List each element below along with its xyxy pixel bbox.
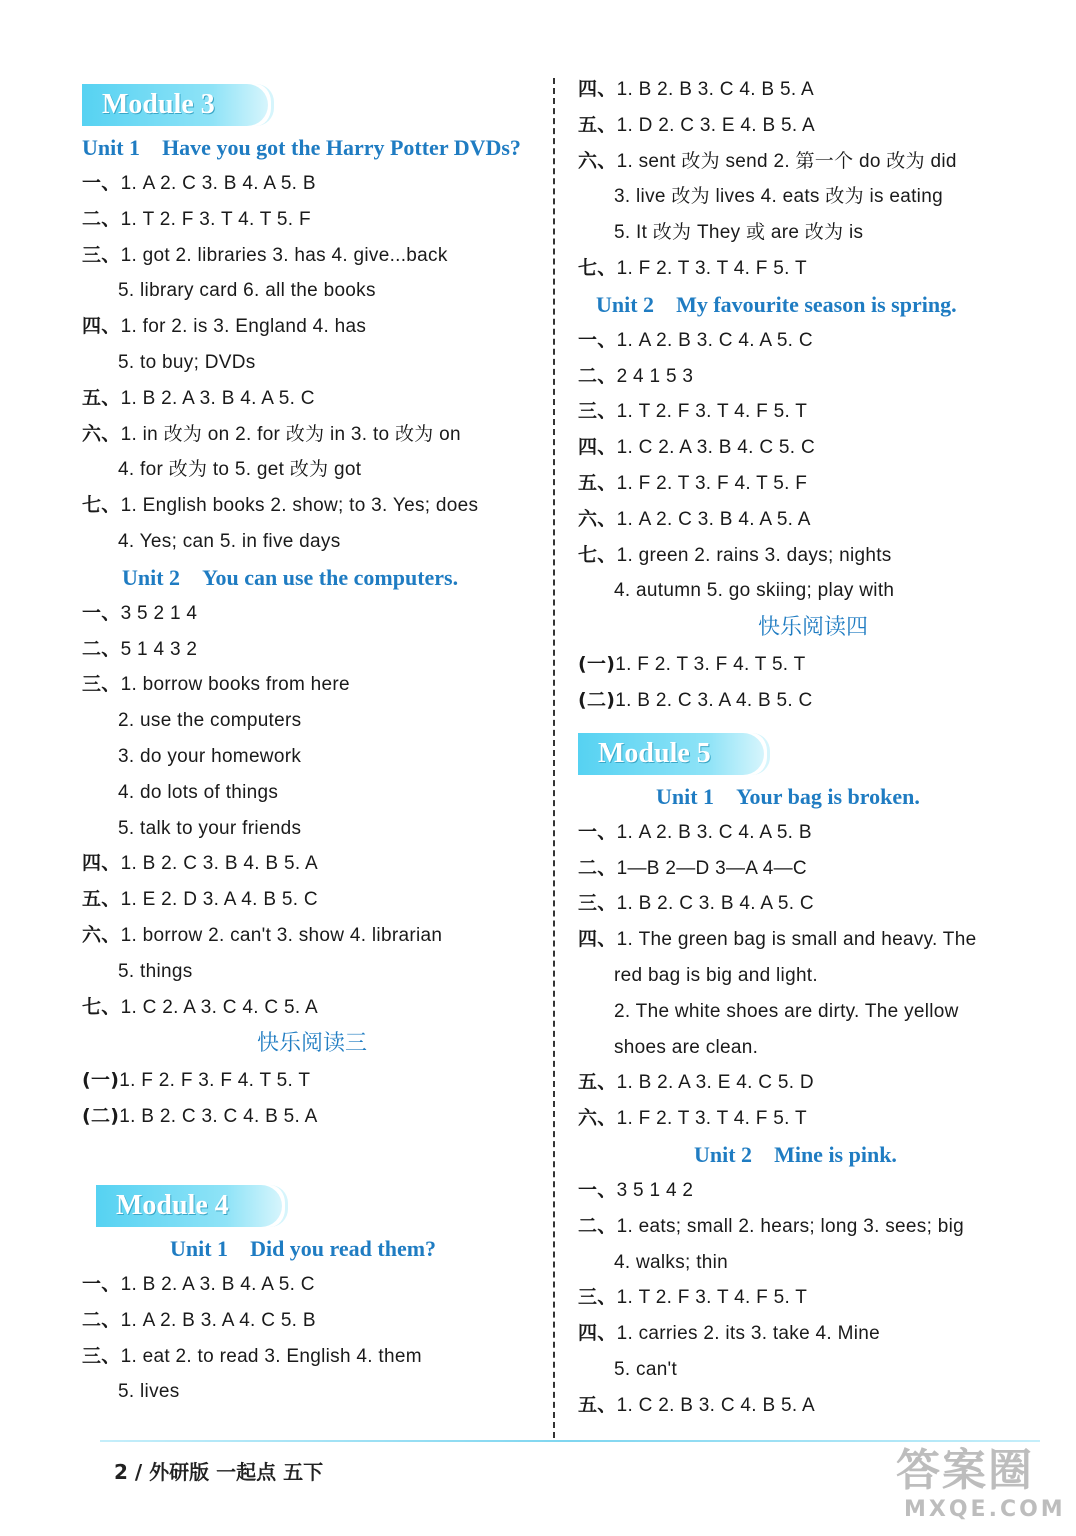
question-number: 一、	[578, 1178, 617, 1201]
answer-text: 1. A 2. C 3. B 4. A 5. B	[120, 173, 316, 194]
question-number: 七、	[578, 256, 617, 279]
question-number: 二、	[82, 1308, 121, 1331]
answer-row	[82, 1099, 542, 1135]
answer-text: 1. T 2. F 3. T 4. F 5. T	[616, 401, 808, 423]
answer-text: 1. B 2. B 3. C 4. B 5. A	[616, 79, 814, 100]
answer-row	[82, 739, 542, 775]
question-number: (一)	[82, 1069, 120, 1092]
m3-unit2-title: Unit 2 You can use the computers.	[122, 564, 459, 590]
answer-text: 1. B 2. A 3. E 4. C 5. D	[616, 1072, 814, 1094]
question-number: 二、	[82, 637, 121, 660]
answer-text: 1. C 2. B 3. C 4. B 5. A	[616, 1394, 815, 1416]
answer-row	[578, 430, 1048, 466]
answer-row	[82, 1374, 542, 1410]
answer-text: 1. F 2. T 3. T 4. F 5. T	[616, 257, 807, 279]
answer-row	[82, 882, 542, 918]
answer-text: 1. F 2. T 3. T 4. F 5. T	[616, 1108, 807, 1130]
answer-row	[82, 1063, 542, 1099]
m5-unit1-title: Unit 1 Your bag is broken.	[656, 783, 920, 809]
answer-row	[82, 166, 542, 202]
answer-text: 5. talk to your friends	[118, 817, 302, 839]
answer-row	[82, 273, 542, 309]
answer-row	[578, 1280, 1048, 1316]
m3-unit2-answers	[82, 596, 542, 1026]
question-number: 五、	[578, 1071, 617, 1094]
question-number: 一、	[578, 820, 617, 843]
answer-text: 4. Yes; can 5. in five days	[118, 530, 341, 552]
question-number: 二、	[578, 856, 617, 879]
m5-unit2-answers	[578, 1173, 1048, 1424]
m4-unit2-answers	[578, 323, 1048, 609]
question-number: 六、	[578, 1107, 617, 1130]
question-number: 六、	[578, 149, 617, 172]
answer-text: 5. It 改为 They 或 are 改为 is	[614, 222, 864, 244]
answer-text: 4. for 改为 to 5. get 改为 got	[118, 459, 362, 481]
reading-3-title: 快乐阅读三	[256, 1031, 367, 1057]
answer-text: 1. eats; small 2. hears; long 3. sees; big	[616, 1215, 965, 1237]
answer-row	[82, 417, 542, 453]
answer-row	[578, 1030, 1048, 1066]
answer-row	[578, 647, 1048, 683]
answer-row	[82, 488, 542, 524]
question-number: 五、	[82, 386, 121, 409]
m5-unit2-title: Unit 2 Mine is pink.	[694, 1141, 897, 1167]
answer-row	[578, 1065, 1048, 1101]
question-number: 四、	[82, 852, 121, 875]
answer-text: shoes are clean.	[614, 1036, 759, 1058]
answer-text: 4. do lots of things	[118, 781, 279, 803]
reading-3-answers	[82, 1063, 542, 1135]
answer-row	[82, 775, 542, 811]
answer-row	[578, 179, 1048, 215]
answer-text: 2. use the computers	[118, 710, 302, 732]
answer-row	[82, 309, 542, 345]
answer-text: red bag is big and light.	[614, 964, 818, 986]
answer-text: 1. A 2. B 3. C 4. A 5. B	[616, 821, 812, 843]
answer-row	[82, 846, 542, 882]
answer-row	[578, 466, 1048, 502]
question-number: 一、	[82, 601, 121, 624]
answer-row	[82, 954, 542, 990]
answer-text: 2 4 1 5 3	[616, 365, 694, 387]
answer-row	[82, 238, 542, 274]
question-number: 六、	[82, 923, 121, 946]
question-number: 五、	[578, 113, 617, 136]
watermark-logo: 答案圈 MXQE.COM	[896, 1445, 1066, 1522]
answer-text: 1. in 改为 on 2. for 改为 in 3. to 改为 on	[120, 423, 461, 445]
answer-text: 1. borrow books from here	[120, 674, 350, 696]
answer-row	[578, 502, 1048, 538]
answer-text: 1. got 2. libraries 3. has 4. give...back	[120, 244, 448, 266]
answer-text: 1. The green bag is small and heavy. The	[616, 929, 977, 951]
question-number: 一、	[82, 172, 121, 194]
answer-row	[578, 144, 1048, 180]
answer-text: 1. carries 2. its 3. take 4. Mine	[616, 1323, 880, 1345]
reading-4-title: 快乐阅读四	[757, 615, 868, 641]
question-number: 一、	[578, 328, 617, 351]
footer-line	[100, 1440, 1040, 1442]
question-number: (一)	[578, 653, 616, 676]
answer-text: 1. for 2. is 3. England 4. has	[120, 316, 367, 338]
answer-text: 1. English books 2. show; to 3. Yes; does	[120, 495, 479, 517]
m4-unit2-title: Unit 2 My favourite season is spring.	[596, 291, 957, 317]
answer-row	[578, 1388, 1048, 1424]
m4-unit1-title: Unit 1 Did you read them?	[170, 1235, 437, 1261]
answer-text: 1. F 2. F 3. F 4. T 5. T	[119, 1070, 311, 1092]
question-number: 五、	[578, 471, 617, 494]
answer-row	[578, 215, 1048, 251]
answer-row	[578, 573, 1048, 609]
answer-row	[82, 452, 542, 488]
question-number: 二、	[578, 364, 617, 387]
right-column	[578, 72, 1048, 1424]
answer-row	[82, 596, 542, 632]
answer-row	[578, 251, 1048, 287]
question-number: 二、	[578, 1214, 617, 1237]
answer-row	[578, 683, 1048, 719]
answer-text: 5 1 4 3 2	[120, 638, 198, 660]
answer-row	[82, 990, 542, 1026]
answer-text: 1. B 2. C 3. A 4. B 5. C	[615, 689, 813, 711]
answer-text: 1. T 2. F 3. T 4. T 5. F	[120, 208, 311, 230]
answer-text: 5. to buy; DVDs	[118, 351, 256, 373]
answer-row	[82, 703, 542, 739]
m3-unit1-answers	[82, 166, 542, 560]
column-divider	[553, 78, 555, 1438]
answer-row	[82, 1267, 542, 1303]
m4-unit1-answers-cont	[578, 72, 1048, 287]
answer-text: 1. eat 2. to read 3. English 4. them	[120, 1345, 422, 1367]
m4-unit1-answers	[82, 1267, 542, 1410]
question-number: 四、	[578, 436, 617, 459]
question-number: 三、	[82, 243, 121, 266]
answer-row	[82, 632, 542, 668]
answer-row	[578, 1245, 1048, 1281]
answer-text: 1. F 2. T 3. F 4. T 5. F	[616, 472, 808, 494]
answer-text: 1. borrow 2. can't 3. show 4. librarian	[120, 924, 443, 946]
reading-4-answers	[578, 647, 1048, 719]
answer-row	[578, 851, 1048, 887]
answer-row	[82, 667, 542, 703]
question-number: 四、	[578, 1322, 617, 1345]
answer-text: 1. A 2. B 3. C 4. A 5. C	[616, 329, 813, 351]
answer-text: 3. do your homework	[118, 745, 302, 767]
question-number: 三、	[82, 1344, 121, 1367]
question-number: 七、	[578, 543, 617, 566]
answer-text: 1. B 2. A 3. B 4. A 5. C	[120, 387, 315, 409]
answer-row	[82, 202, 542, 238]
answer-text: 3 5 2 1 4	[120, 602, 198, 624]
answer-row	[578, 394, 1048, 430]
answer-text: 1. A 2. C 3. B 4. A 5. A	[616, 508, 811, 530]
answer-text: 4. walks; thin	[614, 1251, 729, 1273]
answer-row	[578, 72, 1048, 108]
answer-text: 2. The white shoes are dirty. The yellow	[614, 1000, 959, 1022]
answer-text: 1. C 2. A 3. B 4. C 5. C	[616, 437, 815, 459]
m3-unit1-title: Unit 1 Have you got the Harry Potter DVDs?	[82, 135, 521, 160]
answer-text: 1. B 2. C 3. B 4. B 5. A	[120, 853, 318, 875]
question-number: 七、	[82, 494, 121, 517]
question-number: (二)	[82, 1105, 120, 1128]
answer-row	[578, 1316, 1048, 1352]
question-number: 六、	[578, 507, 617, 530]
m5-unit1-answers	[578, 815, 1048, 1137]
question-number: 三、	[578, 892, 617, 915]
answer-text: 1. T 2. F 3. T 4. F 5. T	[616, 1287, 808, 1309]
question-number: 五、	[578, 1393, 617, 1416]
question-number: 五、	[82, 888, 121, 911]
answer-text: 1—B 2—D 3—A 4—C	[616, 857, 807, 879]
answer-text: 1. green 2. rains 3. days; nights	[616, 544, 892, 566]
answer-text: 1. A 2. B 3. A 4. C 5. B	[120, 1309, 316, 1331]
answer-text: 1. C 2. A 3. C 4. C 5. A	[120, 996, 318, 1018]
answer-row	[578, 886, 1048, 922]
module-4-tag: Module 4	[96, 1185, 282, 1227]
answer-row	[82, 1303, 542, 1339]
answer-row	[82, 1339, 542, 1375]
page-footer: 2 / 外研版 一起点 五下	[114, 1460, 324, 1484]
answer-text: 4. autumn 5. go skiing; play with	[614, 580, 895, 602]
answer-text: 1. B 2. C 3. C 4. B 5. A	[119, 1106, 318, 1128]
answer-text: 5. can't	[614, 1358, 678, 1380]
question-number: 三、	[578, 1286, 617, 1309]
question-number: 三、	[82, 673, 121, 696]
answer-row	[578, 922, 1048, 958]
answer-row	[578, 1101, 1048, 1137]
question-number: 六、	[82, 422, 121, 445]
question-number: 二、	[82, 207, 121, 230]
left-column	[82, 70, 542, 1410]
answer-text: 5. lives	[118, 1381, 180, 1403]
answer-row	[578, 538, 1048, 574]
answer-row	[578, 1173, 1048, 1209]
answer-row	[578, 108, 1048, 144]
answer-row	[82, 381, 542, 417]
answer-text: 5. things	[118, 960, 193, 982]
answer-row	[578, 359, 1048, 395]
module-3-tag: Module 3	[82, 84, 268, 126]
answer-text: 5. library card 6. all the books	[118, 280, 376, 302]
answer-text: 1. E 2. D 3. A 4. B 5. C	[120, 889, 318, 911]
module-5-tag: Module 5	[578, 733, 764, 775]
answer-text: 1. B 2. A 3. B 4. A 5. C	[120, 1273, 315, 1295]
answer-row	[578, 323, 1048, 359]
answer-row	[578, 1209, 1048, 1245]
answer-text: 3 5 1 4 2	[616, 1179, 694, 1201]
answer-row	[578, 1352, 1048, 1388]
answer-row	[82, 345, 542, 381]
question-number: 七、	[82, 995, 121, 1018]
answer-row	[578, 815, 1048, 851]
answer-text: 3. live 改为 lives 4. eats 改为 is eating	[614, 186, 943, 208]
question-number: 四、	[578, 78, 617, 100]
answer-text: 1. D 2. C 3. E 4. B 5. A	[616, 114, 815, 136]
question-number: (二)	[578, 688, 616, 711]
question-number: 四、	[578, 928, 617, 951]
answer-text: 1. F 2. T 3. F 4. T 5. T	[615, 654, 806, 676]
answer-text: 1. B 2. C 3. B 4. A 5. C	[616, 893, 814, 915]
question-number: 一、	[82, 1272, 121, 1295]
answer-row	[82, 811, 542, 847]
answer-row	[82, 524, 542, 560]
answer-row	[578, 958, 1048, 994]
answer-row	[578, 994, 1048, 1030]
answer-text: 1. sent 改为 send 2. 第一个 do 改为 did	[616, 150, 957, 172]
answer-row	[82, 918, 542, 954]
question-number: 三、	[578, 400, 617, 423]
question-number: 四、	[82, 315, 121, 338]
